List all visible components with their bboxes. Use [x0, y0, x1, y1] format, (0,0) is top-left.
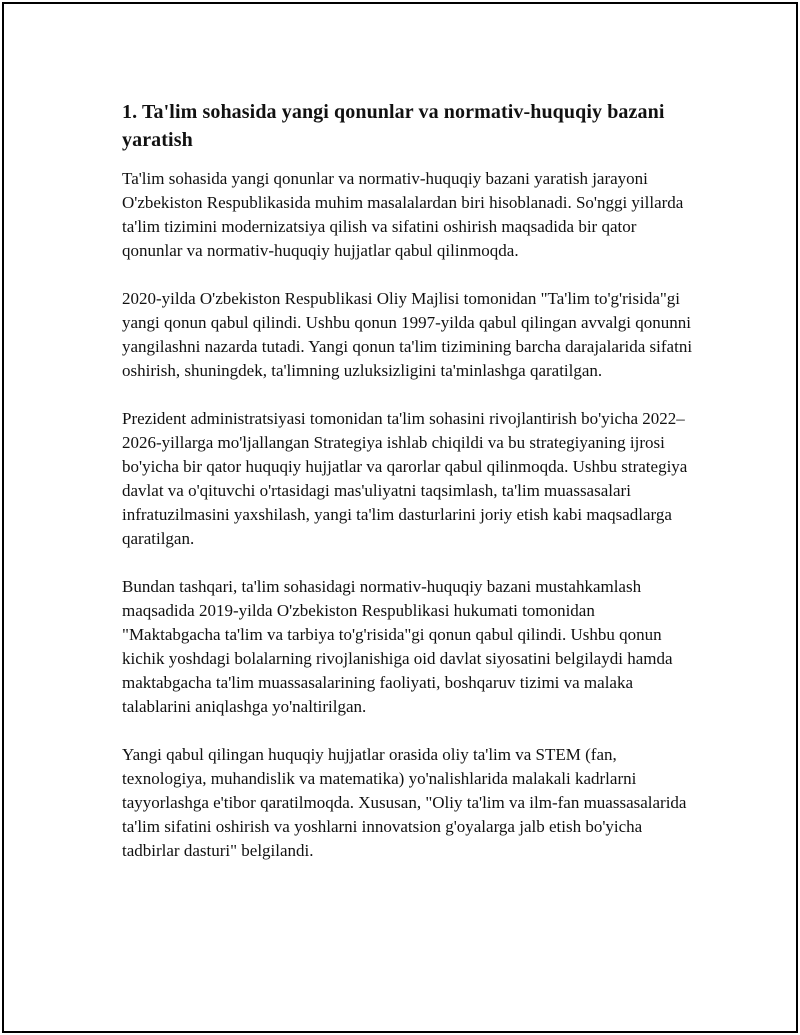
- document-body: [122, 98, 694, 863]
- paragraph-5: Yangi qabul qilingan huquqiy hujjatlar orasida oliy ta'lim va STEM (fan, texnologiya, muhandislik va matematika) yo'nalishlarida malakali kadrlarni tayyorlashga e'tibor qaratilmoqda. Xususan, "Oliy ta'lim va ilm-fan muassasalarida ta'lim sifatini oshirish va yoshlarni innovatsion g'oyalarga jalb etish bo'yicha tadbirlar dasturi" belgilandi.: [122, 745, 687, 860]
- paragraph-2: 2020-yilda O'zbekiston Respublikasi Oliy Majlisi tomonidan "Ta'lim to'g'risida"gi yangi qonun qabul qilindi. Ushbu qonun 1997-yilda qabul qilingan avvalgi qonunni yangilashni nazarda tutadi. Yangi qonun ta'lim tizimining barcha darajalarida sifatni oshirish, shuningdek, ta'limning uzluksizligini ta'minlashga qaratilgan.: [122, 289, 693, 380]
- paragraph-3: Prezident administratsiyasi tomonidan ta'lim sohasini rivojlantirish bo'yicha 2022–2026-yillarga mo'ljallangan Strategiya ishlab chiqildi va bu strategiyaning ijrosi bo'yicha bir qator huquqiy hujjatlar va qarorlar qabul qilinmoqda. Ushbu strategiya davlat va o'qituvchi o'rtasidagi mas'uliyatni taqsimlash, ta'lim muassasalari infratuzilmasini yaxshilash, yangi ta'lim dasturlarini joriy etish kabi maqsadlarga qaratilgan.: [122, 409, 688, 548]
- paragraph-4: Bundan tashqari, ta'lim sohasidagi normativ-huquqiy bazani mustahkamlash maqsadida 2019-yilda O'zbekiston Respublikasi hukumati tomonidan "Maktabgacha ta'lim va tarbiya to'g'risida"gi qonun qabul qilindi. Ushbu qonun kichik yoshdagi bolalarning rivojlanishiga oid davlat siyosatini belgilaydi hamda maktabgacha ta'lim muassasalarining faoliyati, boshqaruv tizimi va malaka talablarini aniqlashga yo'naltirilgan.: [122, 577, 673, 716]
- section-heading: 1. Ta'lim sohasida yangi qonunlar va normativ-huquqiy bazani yaratish: [122, 101, 665, 151]
- page-frame: [2, 2, 798, 1033]
- paragraph-1: Ta'lim sohasida yangi qonunlar va normativ-huquqiy bazani yaratish jarayoni O'zbekiston Respublikasida muhim masalalardan biri hisoblanadi. So'nggi yillarda ta'lim tizimini modernizatsiya qilish va sifatini oshirish maqsadida bir qator qonunlar va normativ-huquqiy hujjatlar qabul qilinmoqda.: [122, 169, 684, 260]
